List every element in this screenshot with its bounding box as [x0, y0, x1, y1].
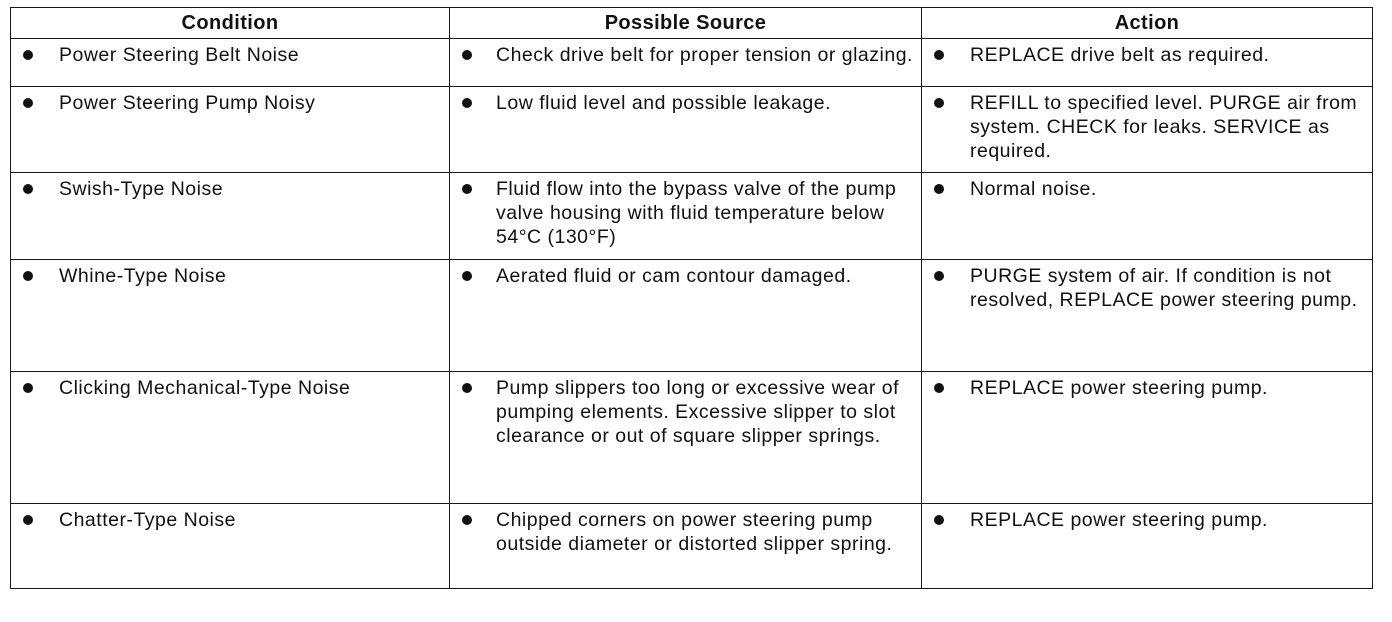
action-text: REPLACE power steering pump. — [970, 377, 1268, 399]
bullet-icon — [934, 50, 944, 60]
bullet-icon — [462, 98, 472, 108]
source-text: Chipped corners on power steering pump outside diameter or distorted slipper spring. — [496, 509, 893, 555]
action-text: PURGE system of air. If condition is not resolved, REPLACE power steering pump. — [970, 265, 1358, 311]
condition-text: Swish-Type Noise — [59, 178, 224, 200]
header-possible-source: Possible Source — [450, 8, 922, 39]
action-text: REPLACE drive belt as required. — [970, 44, 1270, 66]
bullet-icon — [23, 383, 33, 393]
table-row — [11, 87, 1373, 173]
action-cell — [922, 372, 1373, 504]
source-cell — [450, 372, 922, 504]
table-row — [11, 372, 1373, 504]
action-cell — [922, 39, 1373, 87]
bullet-icon — [23, 184, 33, 194]
header-action: Action — [922, 8, 1373, 39]
table-row — [11, 504, 1373, 589]
action-cell — [922, 173, 1373, 260]
action-cell — [922, 504, 1373, 589]
bullet-icon — [462, 50, 472, 60]
condition-cell — [11, 504, 450, 589]
header-condition: Condition — [11, 8, 450, 39]
condition-cell — [11, 39, 450, 87]
action-cell — [922, 87, 1373, 173]
source-text: Aerated fluid or cam contour damaged. — [496, 265, 852, 287]
bullet-icon — [934, 383, 944, 393]
table-row — [11, 173, 1373, 260]
condition-text: Power Steering Pump Noisy — [59, 92, 316, 114]
bullet-icon — [934, 515, 944, 525]
source-cell — [450, 173, 922, 260]
source-cell — [450, 39, 922, 87]
condition-text: Power Steering Belt Noise — [59, 44, 300, 66]
action-text: REPLACE power steering pump. — [970, 509, 1268, 531]
bullet-icon — [23, 515, 33, 525]
bullet-icon — [23, 271, 33, 281]
bullet-icon — [934, 184, 944, 194]
bullet-icon — [934, 271, 944, 281]
table-row — [11, 260, 1373, 372]
source-text: Check drive belt for proper tension or glazing. — [496, 44, 913, 66]
source-text: Fluid flow into the bypass valve of the pump valve housing with fluid temperature below 54°C (130°F) — [496, 178, 897, 248]
condition-cell — [11, 260, 450, 372]
condition-cell — [11, 87, 450, 173]
condition-cell — [11, 372, 450, 504]
header-row — [11, 8, 1373, 39]
source-cell — [450, 504, 922, 589]
action-cell — [922, 260, 1373, 372]
condition-cell — [11, 173, 450, 260]
source-text: Pump slippers too long or excessive wear of pumping elements. Excessive slipper to slot clearance or out of square slipper springs. — [496, 377, 900, 447]
condition-text: Whine-Type Noise — [59, 265, 227, 287]
bullet-icon — [23, 50, 33, 60]
bullet-icon — [23, 98, 33, 108]
bullet-icon — [462, 184, 472, 194]
action-text: Normal noise. — [970, 178, 1097, 200]
bullet-icon — [462, 515, 472, 525]
bullet-icon — [462, 271, 472, 281]
diagnosis-table — [10, 7, 1373, 589]
bullet-icon — [934, 98, 944, 108]
action-text: REFILL to specified level. PURGE air from system. CHECK for leaks. SERVICE as required. — [970, 92, 1358, 162]
source-cell — [450, 260, 922, 372]
condition-text: Clicking Mechanical-Type Noise — [59, 377, 351, 399]
condition-text: Chatter-Type Noise — [59, 509, 236, 531]
source-cell — [450, 87, 922, 173]
source-text: Low fluid level and possible leakage. — [496, 92, 832, 114]
bullet-icon — [462, 383, 472, 393]
table-row — [11, 39, 1373, 87]
